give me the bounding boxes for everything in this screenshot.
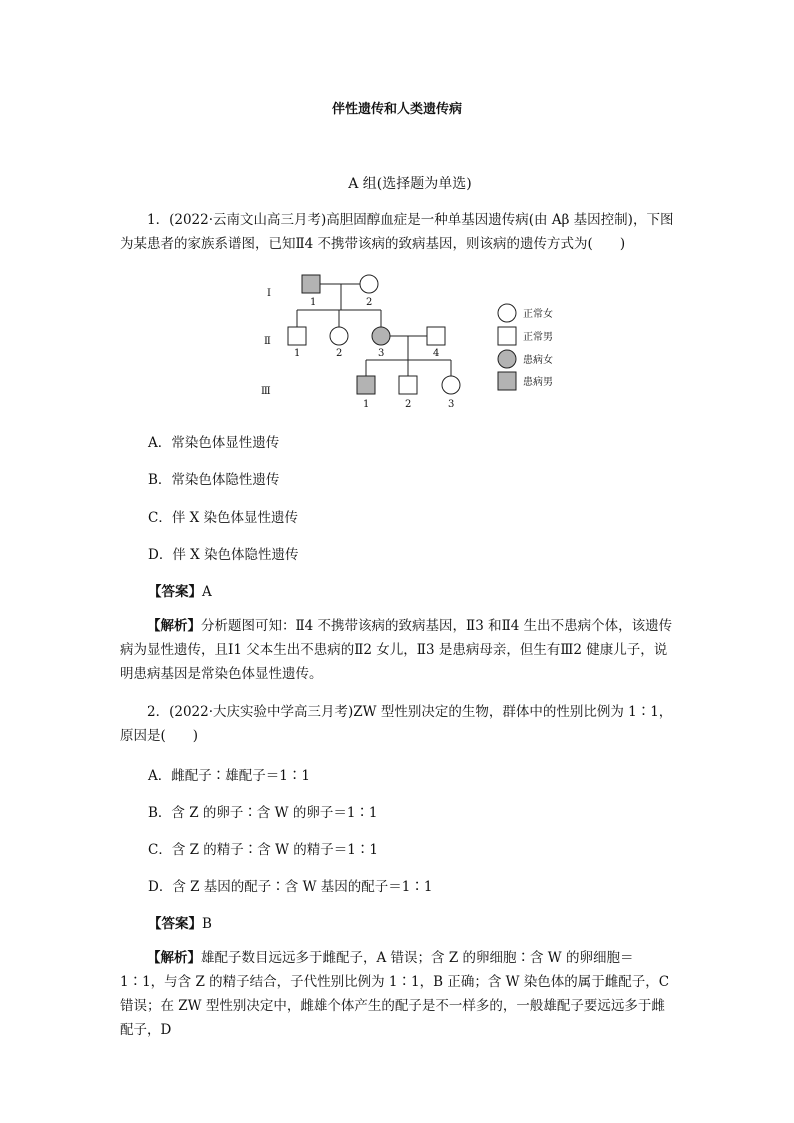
svg-text:3: 3: [448, 399, 455, 410]
q2-option-b: B．含 Z 的卵子∶含 W 的卵子＝1∶1: [148, 805, 378, 821]
q2-option-a: A．雌配子∶雄配子＝1∶1: [148, 768, 310, 784]
q2-option-d: D．含 Z 基因的配子∶含 W 基因的配子＝1∶1: [148, 879, 433, 895]
q2-stem: 2．(2022·大庆实验中学高三月考)ZW 型性别决定的生物，群体中的性别比例为 1∶1，原因是( ): [120, 704, 673, 744]
legend-label: 正常男: [523, 332, 553, 343]
q1-option-a: A．常染色体显性遗传: [148, 435, 280, 451]
q2-option-c: C．含 Z 的精子∶含 W 的精子＝1∶1: [148, 842, 378, 858]
pedigree-I2-normal-female: [360, 275, 378, 293]
pedigree-II3-affected-female: [372, 327, 390, 345]
svg-text:1: 1: [363, 399, 370, 410]
q1-stem: 1．(2022·云南文山高三月考)高胆固醇血症是一种单基因遗传病(由 Aβ 基因控制)，下图为某患者的家族系谱图，已知Ⅱ4 不携带该病的致病基因，则该病的遗传方式为( ): [120, 212, 674, 252]
pedigree-II2-normal-female: [330, 327, 348, 345]
legend-affected-female-icon: [498, 350, 516, 368]
legend-label: 患病女: [523, 355, 553, 366]
q2-analysis: 【解析】雄配子数目远远多于雌配子，A 错误；含 Z 的卵细胞∶含 W 的卵细胞＝1∶1，与含 Z 的精子结合，子代性别比例为 1∶1，B 正确；含 W 染色体的属于雌配子，C 错误；在 ZW 型性别决定中，雌雄个体产生的配子是不一样多的，一般雄配子要远远多于雌配子，D: [120, 950, 670, 1038]
legend-label: 患病男: [523, 377, 553, 388]
pedigree-III3-normal-female: [442, 376, 460, 394]
pedigree-II1-normal-male: [288, 327, 306, 345]
legend-label: 正常女: [523, 309, 553, 320]
svg-text:4: 4: [433, 348, 440, 359]
generation-label-II: Ⅱ: [264, 336, 271, 347]
pedigree-chart: [255, 272, 575, 417]
q1-option-d: D．伴 X 染色体隐性遗传: [148, 547, 299, 563]
legend-affected-male-icon: [498, 372, 516, 390]
q1-option-c: C．伴 X 染色体显性遗传: [148, 510, 299, 526]
legend-normal-male-icon: [498, 327, 516, 345]
svg-text:2: 2: [405, 399, 412, 410]
page-title: 伴性遗传和人类遗传病: [331, 102, 462, 117]
svg-text:2: 2: [336, 348, 343, 359]
q1-option-b: B．常染色体隐性遗传: [148, 472, 280, 488]
pedigree-III2-normal-male: [399, 376, 417, 394]
pedigree-I1-affected-male: [302, 275, 320, 293]
group-heading: A 组(选择题为单选): [348, 176, 472, 192]
pedigree-II4-normal-male: [427, 327, 445, 345]
generation-label-III: Ⅲ: [261, 386, 271, 397]
generation-label-I: Ⅰ: [267, 288, 271, 299]
legend-normal-female-icon: [498, 304, 516, 322]
q1-answer: 【答案】A: [148, 584, 212, 600]
q2-answer: 【答案】B: [148, 916, 212, 932]
svg-text:3: 3: [378, 348, 385, 359]
q1-analysis: 【解析】分析题图可知：Ⅱ4 不携带该病的致病基因，Ⅱ3 和Ⅱ4 生出不患病个体，该遗传病为显性遗传，且Ⅰ1 父本生出不患病的Ⅱ2 女儿，Ⅱ3 是患病母亲，但生有Ⅲ2 健康儿子，说明患病基因是常染色体显性遗传。: [120, 618, 673, 682]
svg-text:2: 2: [366, 297, 373, 308]
svg-text:1: 1: [310, 297, 317, 308]
svg-text:1: 1: [294, 348, 301, 359]
pedigree-III1-affected-male: [357, 376, 375, 394]
